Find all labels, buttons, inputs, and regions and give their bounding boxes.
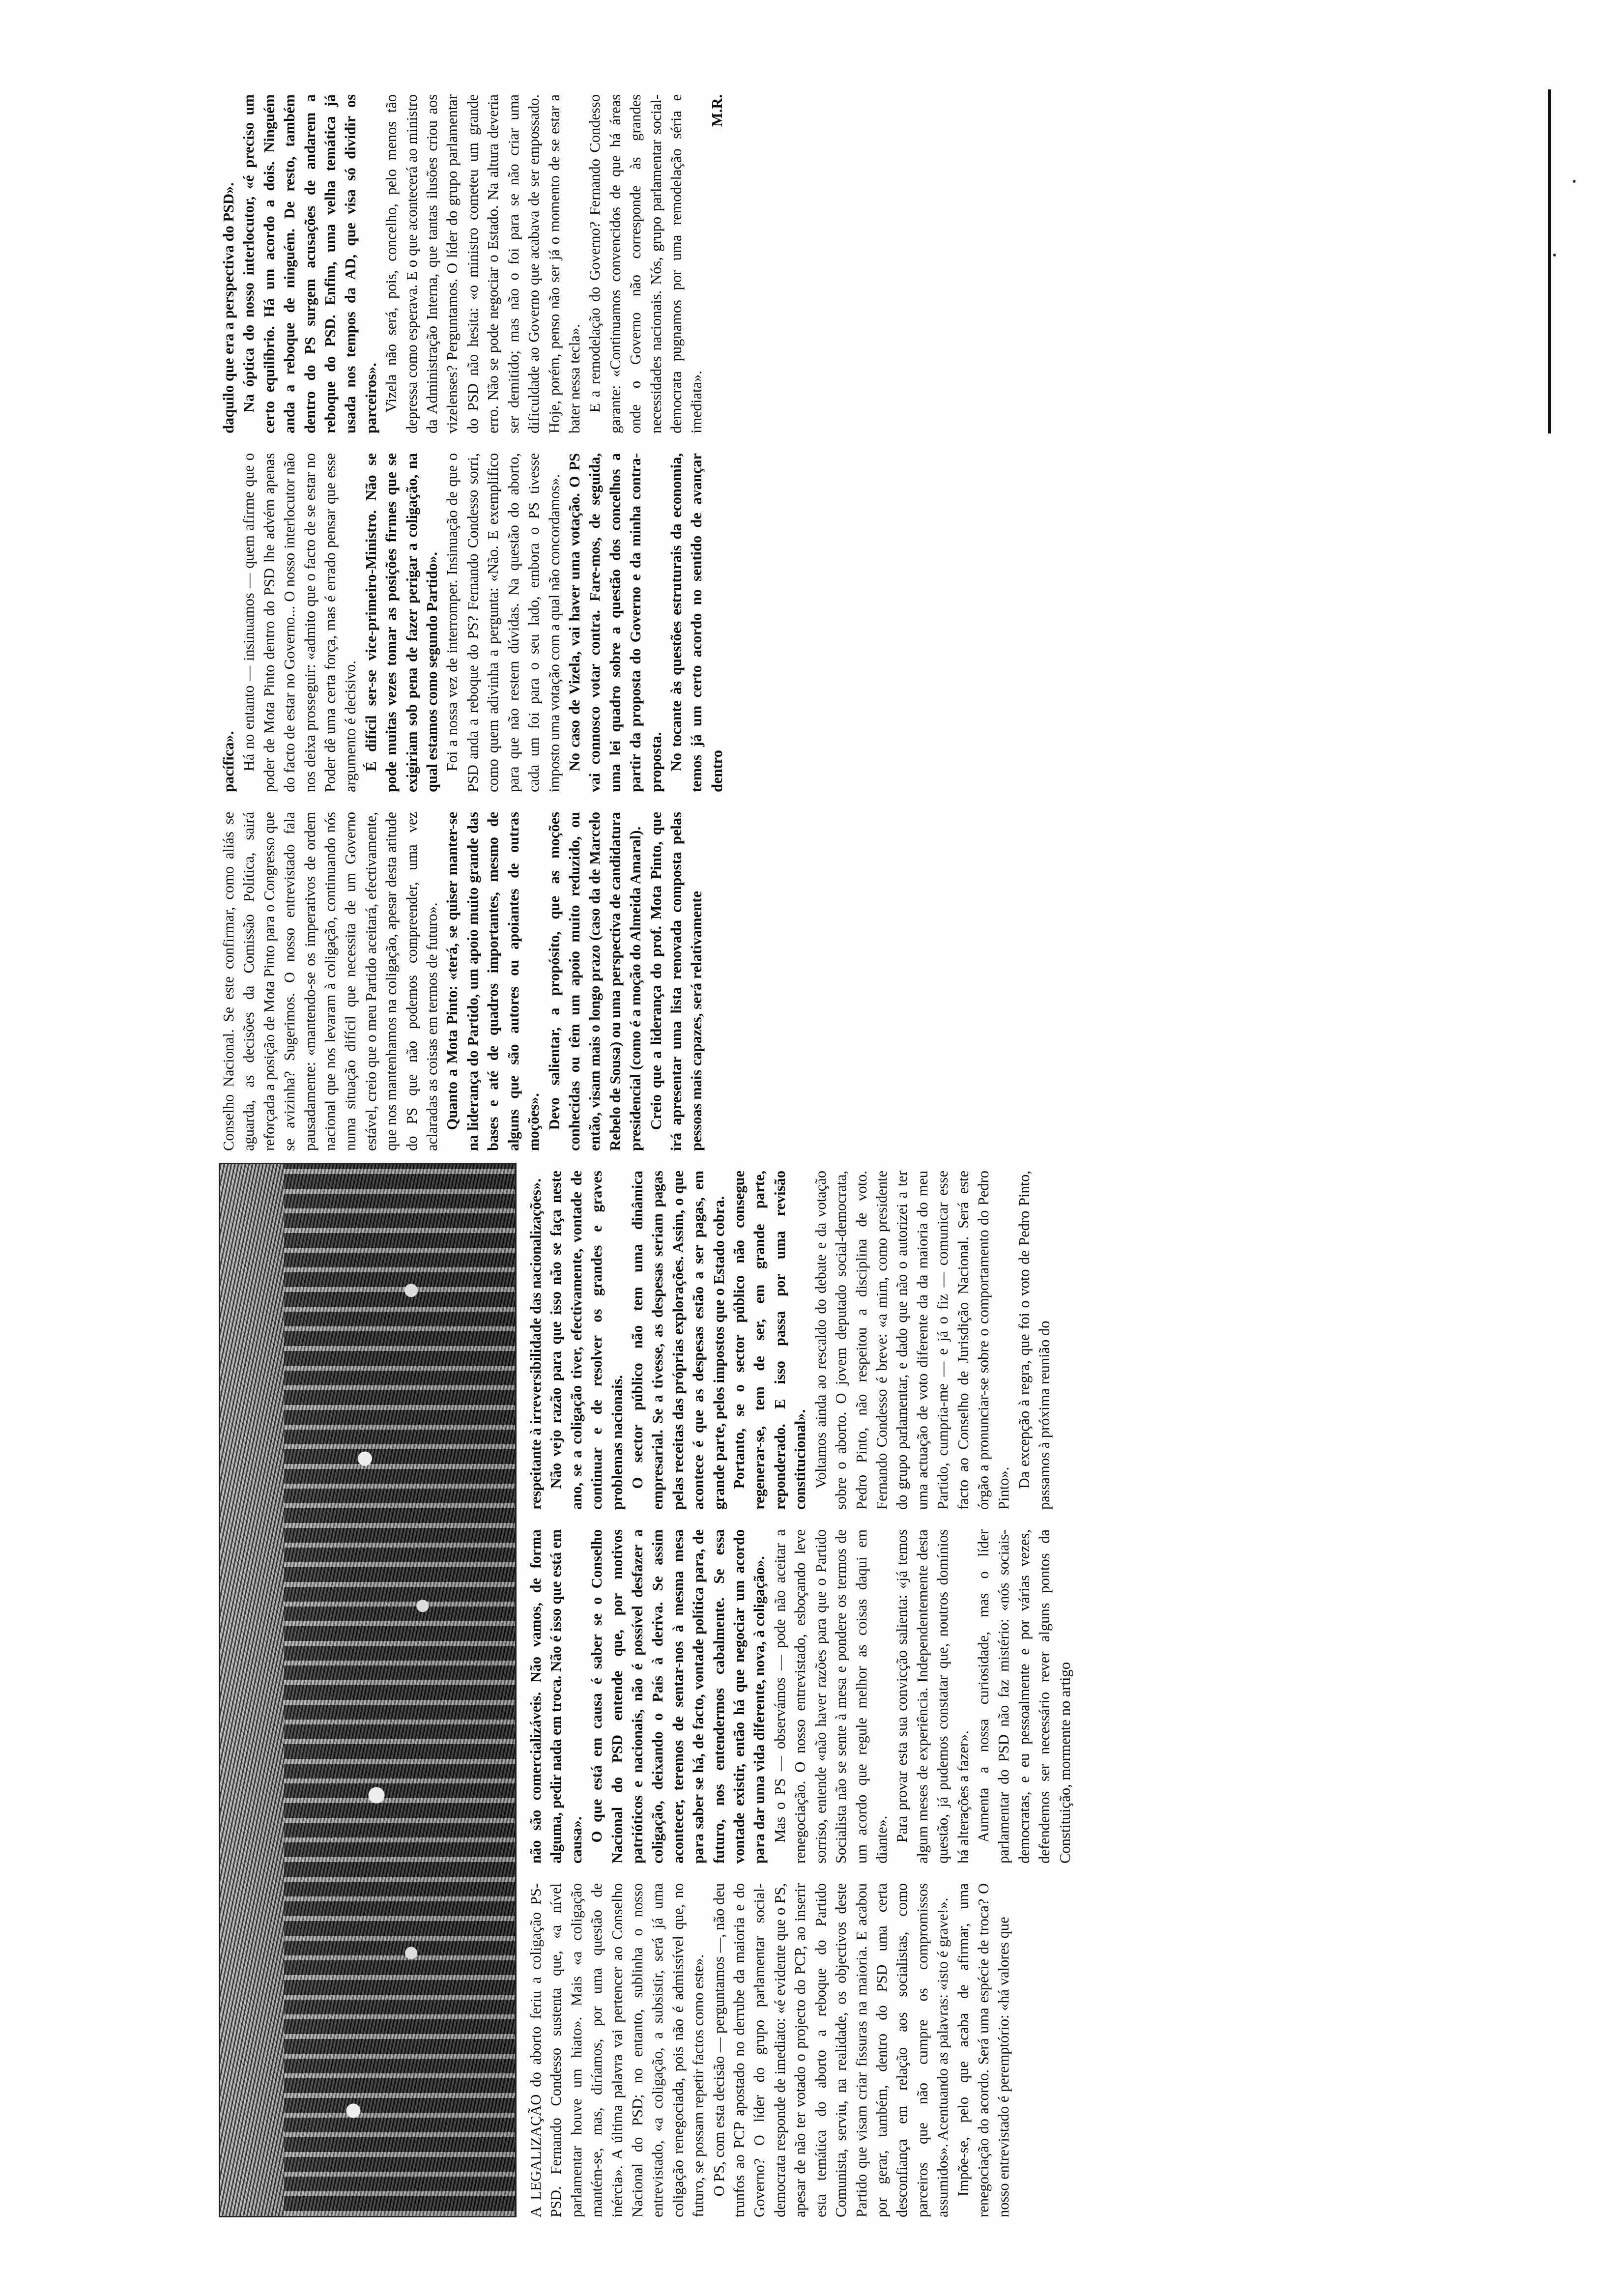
article-paragraph: No tocante às questões estruturais da economia, temos já um certo acordo no sentido de avançar dentro [667, 453, 725, 792]
crowd-image [284, 1164, 515, 2216]
article-paragraph: E a remodelação do Governo? Fernando Condesso garante: «Continuamos convencidos de que há áreas onde o Governo não corresponde às grandes necessidades nacionais. Nós, grupo parlamentar social-democrata pugnamos por uma remodelação séria e imediata». [586, 94, 705, 433]
article-paragraph: É difícil ser-se vice-primeiro-Ministro. Não se pode muitas vezes tomar as posições firmes que se exigiriam sob pena de fazer perigar a coligação, na qual estamos como segundo Partido». [362, 453, 441, 792]
article-paragraph: não são comercializáveis. Não vamos, de forma alguma, pedir nada em troca. Não é isso que está em causa». [527, 1529, 585, 1864]
article-paragraph: Voltamos ainda ao rescaldo do debate e da votação sobre o aborto. O jovem deputado social-democrata, Pedro Pinto, não respeitou a disciplina de voto. Fernando Condesso é breve: «a mim, como presidente do grupo parlamentar, e dado que não o autorizei a ter uma actuação de voto diferente da da maioria do meu Partido, cumpria-me — e já o fiz — comunicar esse facto ao Conselho de Jurisdição Nacional. Será este órgão a pronunciar-se sobre o comportamento do Pedro Pinto». [812, 1171, 1012, 1510]
article-paragraph: Da excepção à regra, que foi o voto de Pedro Pinto, passamos à próxima reunião do [1015, 1171, 1053, 1510]
article-paragraph: Aumenta a nossa curiosidade, mas o líder parlamentar do PSD não faz mistério: «nós sociais-democratas, e eu pessoalmente e por várias vezes, defendemos ser necessário rever alguns pontos da Constituição, mormente no artigo [975, 1529, 1073, 1864]
article-paragraph: Há no entanto — insinuamos — quem afirme que o poder de Mota Pinto dentro do PSD lhe advém apenas do facto de estar no Governo... O nosso interlocutor não nos deixa prosseguir: «admito que o facto de se estar no Poder dê uma certa força, mas é errado pensar que esse argumento é decisivo. [240, 453, 359, 792]
article-paragraph: Foi a nossa vez de interromper. Insinuação de que o PSD anda a reboque do PS? Fernando Condesso sorri, como quem adivinha a pergunta: «Não. E exemplifico para que não restem dúvidas. Na questão do aborto, cada um foi para o seu lado, embora o PS tivesse imposto uma votação com a qual não concordamos». [444, 453, 563, 792]
article-paragraph: Creio que a liderança do prof. Mota Pinto, que irá apresentar uma lista renovada composta pelas pessoas mais capazes, será relativamente [647, 812, 705, 1151]
article-paragraph: A LEGALIZAÇÃO do aborto feriu a coligação PS-PSD. Fernando Condesso sustenta que, «a nível parlamentar houve um hiato». Mais «a coligação mantém-se, mas, diríamos, por uma questão de inércia». A última palavra vai pertencer ao Conselho Nacional do PSD; no entanto, sublinha o nosso entrevistado, «a coligação, a subsistir, será já uma coligação renegociada, pois não é admissível que, no futuro, se possam repetir factos como este». [527, 1883, 707, 2217]
article-column-4 [219, 812, 1568, 1151]
article-paragraph: Para provar esta sua convicção salienta: «já temos algum meses de experiência. Independentemente desta questão, já pudemos constatar que, noutros domínios há alterações a fazer». [893, 1529, 972, 1864]
article-paragraph: O sector público não tem uma dinâmica empresarial. Se a tivesse, as despesas seriam pagas pelas receitas das próprias explorações. Assim, o que acontece é que as despesas estão a ser pagas, em grande parte, pelos impostos que o Estado cobra. [629, 1171, 727, 1510]
article-column-3 [526, 1171, 1568, 1510]
article-paragraph: Na óptica do nosso interlocutor, «é preciso um certo equilíbrio. Há um acordo a dois. Ninguém anda a reboque de ninguém. De resto, também dentro do PS surgem acusações de andarem a reboque do PSD. Enfim, uma velha temática já usada nos tempos da AD, que visa só dividir os parceiros». [240, 94, 379, 433]
article-column-1 [526, 1883, 1568, 2217]
article-paragraph: Impõe-se, pelo que acaba de afirmar, uma renegociação do acordo. Será uma espécie de troca? O nosso entrevistado é peremptório: «há valores que [954, 1883, 1012, 2217]
article-paragraph: respeitante à irreversibilidade das nacionalizações». [527, 1178, 544, 1510]
article-paragraph: daquilo que era a perspectiva do PSD». [220, 182, 237, 433]
article-paragraph: Quanto a Mota Pinto: «terá, se quiser manter-se na liderança do Partido, um apoio muito grande das bases e até de quadros importantes, mesmo de alguns que são autores ou apoiantes de outras moções». [444, 812, 543, 1151]
article-paragraph: Devo salientar, a propósito, que as moções conhecidas ou têm um apoio muito reduzido, ou então, visam mais o longo prazo (caso da de Marcelo Rebelo de Sousa) ou uma perspectiva de candidatura presidencial (como é a moção do Almeida Amaral). [546, 812, 644, 1151]
article-paragraph: Mas o PS — observámos — pode não aceitar a renegociação. O nosso entrevistado, esboçando leve sorriso, entende «não haver razões para que o Partido Socialista não se sente à mesa e pondere os termos de um acordo que regule melhor as coisas daqui em diante». [771, 1529, 890, 1864]
article-paragraph: No caso de Vizela, vai haver uma votação. O PS vai connosco votar contra. Fare-mos, de seguida, uma lei quadro sobre a questão dos concelhos a partir da proposta do Governo e da minha contra-proposta. [566, 453, 664, 792]
scan-speck [1573, 180, 1576, 183]
article-paragraph: O PS, com esta decisão — perguntamos —, não deu trunfos ao PCP apostado no derrube da maioria e do Governo? O líder do grupo parlamentar social-democrata responde de imediato: «é evidente que o PS, apesar de não ter votado o projecto do PCP, ao inserir esta temática do aborto a reboque do Partido Comunista, serviu, na realidade, os objectivos deste Partido que visam criar fissuras na maioria. E acabou por gerar, também, dentro do PSD uma certa desconfiança em relação aos socialistas, como parceiros que não cumpre os compromissos assumidos». Acentuando as palavras: «isto é grave!». [710, 1883, 951, 2217]
article-paragraph: Vizela não será, pois, concelho, pelo menos tão depressa como esperava. E o que acontecerá ao ministro da Administração Interna, que tantas ilusões criou aos vizelenses? Perguntamos. O líder do grupo parlamentar do PSD não hesita: «o ministro cometeu um grande erro. Não se pode negociar o Estado. Na altura deveria ser demitido; mas não o foi para se não criar uma dificuldade ao Governo que acabava de ser empossado. Hoje, porém, penso não ser já o momento de se estar a bater nessa tecla». [383, 94, 583, 433]
article-paragraph: O que está em causa é saber se o Conselho Nacional do PSD entende que, por motivos patrióticos e nacionais, não é possível desfazer a coligação, deixando o País à deriva. Se assim acontecer, teremos de sentar-nos à mesma mesa para saber se há, de facto, vontade política para, de futuro, nos entendermos cabalmente. Se essa vontade existir, então há que negociar um acordo para dar uma vida diferente, nova, à coligação». [588, 1529, 768, 1864]
article-paragraph: Conselho Nacional. Se este confirmar, como aliás se aguarda, as decisões da Comissão Política, sairá reforçada a posição de Mota Pinto para o Congresso que se avizinha? Sugerimos. O nosso entrevistado fala pausadamente: «mantendo-se os imperativos de ordem nacional que nos levaram à coligação, continuando nós numa situação difícil que necessita de um Governo estável, creio que o meu Partido aceitará, efectivamente, que nos mantenhamos na coligação, apesar desta atitude do PS que não podemos compreender, uma vez aclaradas as coisas em termos de futuro». [220, 812, 441, 1151]
article-photo [219, 1163, 517, 2217]
article-paragraph: pacífica». [220, 731, 237, 792]
article-column-5 [219, 453, 1568, 792]
article-column-2 [526, 1529, 1568, 1864]
article-paragraph: Não vejo razão para que isso não se faça neste ano, se a coligação tiver, efectivamente, vontade de continuar e de resolver os grandes e graves problemas nacionais. [547, 1171, 626, 1510]
article-column-6 [219, 94, 1568, 433]
column-end-rule [1548, 89, 1551, 433]
article-paragraph: Portanto, se o sector público não consegue regenerar-se, tem de ser, em grande parte, reponderado. E isso passa por uma revisão constitucional». [731, 1171, 809, 1510]
article-paragraph: M.R. [708, 94, 725, 127]
